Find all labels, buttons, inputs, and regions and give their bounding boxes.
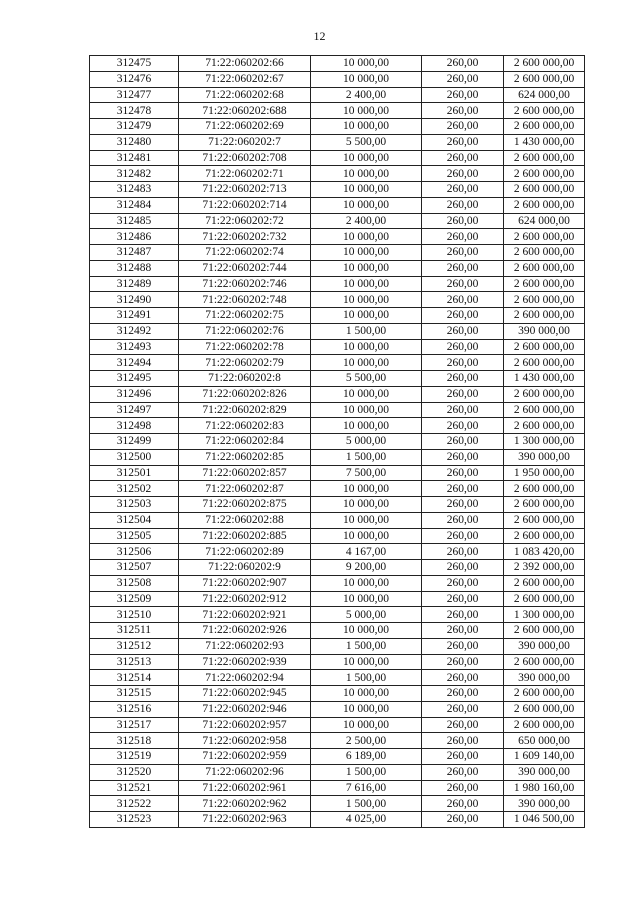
cell-id: 312510 [90, 607, 179, 623]
cell-cadastral-number: 71:22:060202:9 [179, 560, 311, 576]
cell-total: 650 000,00 [504, 733, 585, 749]
table-row [90, 465, 585, 481]
cell-total: 1 046 500,00 [504, 812, 585, 828]
cell-id: 312490 [90, 292, 179, 308]
table-row [90, 717, 585, 733]
cell-area: 10 000,00 [311, 512, 422, 528]
cell-area: 10 000,00 [311, 182, 422, 198]
cell-cadastral-number: 71:22:060202:76 [179, 323, 311, 339]
cell-rate: 260,00 [422, 339, 504, 355]
cell-rate: 260,00 [422, 87, 504, 103]
cell-area: 2 400,00 [311, 213, 422, 229]
cell-total: 2 600 000,00 [504, 276, 585, 292]
cell-total: 390 000,00 [504, 449, 585, 465]
cell-area: 2 400,00 [311, 87, 422, 103]
cell-total: 2 392 000,00 [504, 560, 585, 576]
cell-id: 312476 [90, 71, 179, 87]
cell-id: 312512 [90, 638, 179, 654]
cell-rate: 260,00 [422, 512, 504, 528]
cell-rate: 260,00 [422, 386, 504, 402]
table-row [90, 701, 585, 717]
table-row [90, 654, 585, 670]
cell-id: 312520 [90, 764, 179, 780]
table-row [90, 103, 585, 119]
cell-area: 10 000,00 [311, 497, 422, 513]
cell-id: 312522 [90, 796, 179, 812]
table-row [90, 512, 585, 528]
cell-area: 1 500,00 [311, 323, 422, 339]
cell-rate: 260,00 [422, 654, 504, 670]
table-row [90, 560, 585, 576]
cell-area: 5 000,00 [311, 434, 422, 450]
cell-cadastral-number: 71:22:060202:708 [179, 150, 311, 166]
cell-cadastral-number: 71:22:060202:907 [179, 575, 311, 591]
cell-cadastral-number: 71:22:060202:957 [179, 717, 311, 733]
cell-area: 2 500,00 [311, 733, 422, 749]
cell-total: 2 600 000,00 [504, 166, 585, 182]
data-table [89, 55, 585, 828]
cell-total: 2 600 000,00 [504, 528, 585, 544]
cell-area: 10 000,00 [311, 150, 422, 166]
cell-area: 10 000,00 [311, 103, 422, 119]
cell-area: 10 000,00 [311, 245, 422, 261]
cell-cadastral-number: 71:22:060202:744 [179, 260, 311, 276]
cell-area: 10 000,00 [311, 292, 422, 308]
cell-rate: 260,00 [422, 56, 504, 72]
page-number: 12 [313, 29, 326, 43]
cell-total: 2 600 000,00 [504, 386, 585, 402]
table-row [90, 166, 585, 182]
cell-rate: 260,00 [422, 371, 504, 387]
cell-id: 312509 [90, 591, 179, 607]
table-row [90, 575, 585, 591]
cell-total: 2 600 000,00 [504, 229, 585, 245]
cell-cadastral-number: 71:22:060202:829 [179, 402, 311, 418]
table-row [90, 733, 585, 749]
cell-area: 10 000,00 [311, 481, 422, 497]
cell-cadastral-number: 71:22:060202:713 [179, 182, 311, 198]
cell-rate: 260,00 [422, 638, 504, 654]
cell-area: 5 000,00 [311, 607, 422, 623]
table-row [90, 355, 585, 371]
cell-area: 10 000,00 [311, 119, 422, 135]
cell-rate: 260,00 [422, 733, 504, 749]
cell-id: 312477 [90, 87, 179, 103]
cell-area: 1 500,00 [311, 449, 422, 465]
cell-rate: 260,00 [422, 465, 504, 481]
cell-cadastral-number: 71:22:060202:875 [179, 497, 311, 513]
cell-total: 2 600 000,00 [504, 717, 585, 733]
cell-rate: 260,00 [422, 764, 504, 780]
cell-rate: 260,00 [422, 355, 504, 371]
table-row [90, 182, 585, 198]
cell-id: 312493 [90, 339, 179, 355]
cell-cadastral-number: 71:22:060202:96 [179, 764, 311, 780]
cell-area: 1 500,00 [311, 670, 422, 686]
cell-total: 2 600 000,00 [504, 56, 585, 72]
cell-cadastral-number: 71:22:060202:885 [179, 528, 311, 544]
table-row [90, 449, 585, 465]
cell-rate: 260,00 [422, 276, 504, 292]
table-row [90, 607, 585, 623]
cell-cadastral-number: 71:22:060202:85 [179, 449, 311, 465]
cell-area: 5 500,00 [311, 371, 422, 387]
cell-id: 312513 [90, 654, 179, 670]
cell-id: 312484 [90, 197, 179, 213]
cell-total: 2 600 000,00 [504, 150, 585, 166]
table-row [90, 323, 585, 339]
cell-id: 312521 [90, 780, 179, 796]
cell-id: 312496 [90, 386, 179, 402]
table-row [90, 371, 585, 387]
cell-total: 2 600 000,00 [504, 701, 585, 717]
cell-cadastral-number: 71:22:060202:961 [179, 780, 311, 796]
cell-cadastral-number: 71:22:060202:87 [179, 481, 311, 497]
cell-id: 312515 [90, 686, 179, 702]
cell-total: 390 000,00 [504, 323, 585, 339]
cell-total: 2 600 000,00 [504, 355, 585, 371]
cell-area: 5 500,00 [311, 134, 422, 150]
cell-total: 2 600 000,00 [504, 103, 585, 119]
cell-cadastral-number: 71:22:060202:857 [179, 465, 311, 481]
cell-id: 312492 [90, 323, 179, 339]
cell-cadastral-number: 71:22:060202:748 [179, 292, 311, 308]
cell-area: 10 000,00 [311, 701, 422, 717]
table-row [90, 497, 585, 513]
cell-rate: 260,00 [422, 717, 504, 733]
table-row [90, 339, 585, 355]
cell-rate: 260,00 [422, 701, 504, 717]
cell-id: 312498 [90, 418, 179, 434]
table-row [90, 56, 585, 72]
cell-rate: 260,00 [422, 182, 504, 198]
cell-area: 10 000,00 [311, 56, 422, 72]
table-row [90, 670, 585, 686]
cell-cadastral-number: 71:22:060202:67 [179, 71, 311, 87]
table-row [90, 481, 585, 497]
cell-id: 312519 [90, 749, 179, 765]
table-body [90, 56, 585, 828]
cell-total: 2 600 000,00 [504, 575, 585, 591]
cell-cadastral-number: 71:22:060202:7 [179, 134, 311, 150]
cell-rate: 260,00 [422, 402, 504, 418]
cell-area: 10 000,00 [311, 166, 422, 182]
cell-rate: 260,00 [422, 812, 504, 828]
table-row [90, 150, 585, 166]
cell-area: 4 025,00 [311, 812, 422, 828]
cell-cadastral-number: 71:22:060202:93 [179, 638, 311, 654]
cell-total: 2 600 000,00 [504, 686, 585, 702]
cell-id: 312503 [90, 497, 179, 513]
cell-area: 1 500,00 [311, 764, 422, 780]
cell-rate: 260,00 [422, 197, 504, 213]
table-row [90, 213, 585, 229]
cell-total: 390 000,00 [504, 638, 585, 654]
cell-total: 2 600 000,00 [504, 308, 585, 324]
cell-id: 312501 [90, 465, 179, 481]
cell-cadastral-number: 71:22:060202:945 [179, 686, 311, 702]
cell-id: 312479 [90, 119, 179, 135]
cell-id: 312517 [90, 717, 179, 733]
cell-id: 312518 [90, 733, 179, 749]
cell-total: 390 000,00 [504, 764, 585, 780]
table-row [90, 812, 585, 828]
cell-total: 2 600 000,00 [504, 119, 585, 135]
cell-id: 312499 [90, 434, 179, 450]
cell-id: 312494 [90, 355, 179, 371]
cell-id: 312514 [90, 670, 179, 686]
cell-total: 390 000,00 [504, 796, 585, 812]
cell-id: 312475 [90, 56, 179, 72]
cell-total: 2 600 000,00 [504, 260, 585, 276]
cell-area: 10 000,00 [311, 308, 422, 324]
cell-cadastral-number: 71:22:060202:962 [179, 796, 311, 812]
cell-cadastral-number: 71:22:060202:89 [179, 544, 311, 560]
cell-id: 312478 [90, 103, 179, 119]
cell-rate: 260,00 [422, 71, 504, 87]
cell-total: 1 980 160,00 [504, 780, 585, 796]
cell-rate: 260,00 [422, 607, 504, 623]
cell-cadastral-number: 71:22:060202:79 [179, 355, 311, 371]
cell-total: 2 600 000,00 [504, 339, 585, 355]
cell-rate: 260,00 [422, 591, 504, 607]
cell-rate: 260,00 [422, 418, 504, 434]
cell-rate: 260,00 [422, 780, 504, 796]
cell-rate: 260,00 [422, 150, 504, 166]
cell-rate: 260,00 [422, 245, 504, 261]
cell-rate: 260,00 [422, 686, 504, 702]
table-row [90, 544, 585, 560]
cell-area: 10 000,00 [311, 355, 422, 371]
cell-area: 10 000,00 [311, 717, 422, 733]
cell-cadastral-number: 71:22:060202:959 [179, 749, 311, 765]
table-row [90, 260, 585, 276]
cell-cadastral-number: 71:22:060202:74 [179, 245, 311, 261]
cell-total: 390 000,00 [504, 670, 585, 686]
cell-id: 312482 [90, 166, 179, 182]
cell-cadastral-number: 71:22:060202:75 [179, 308, 311, 324]
cell-cadastral-number: 71:22:060202:946 [179, 701, 311, 717]
cell-total: 2 600 000,00 [504, 418, 585, 434]
table-row [90, 119, 585, 135]
table-row [90, 308, 585, 324]
cell-cadastral-number: 71:22:060202:912 [179, 591, 311, 607]
cell-rate: 260,00 [422, 213, 504, 229]
cell-rate: 260,00 [422, 323, 504, 339]
cell-id: 312488 [90, 260, 179, 276]
cell-area: 10 000,00 [311, 229, 422, 245]
cell-total: 2 600 000,00 [504, 245, 585, 261]
cell-id: 312516 [90, 701, 179, 717]
cell-area: 10 000,00 [311, 418, 422, 434]
cell-cadastral-number: 71:22:060202:921 [179, 607, 311, 623]
table-row [90, 638, 585, 654]
table-row [90, 71, 585, 87]
cell-id: 312500 [90, 449, 179, 465]
cell-rate: 260,00 [422, 434, 504, 450]
table-row [90, 418, 585, 434]
table-row [90, 197, 585, 213]
cell-area: 10 000,00 [311, 260, 422, 276]
cell-total: 1 300 000,00 [504, 607, 585, 623]
cell-total: 2 600 000,00 [504, 197, 585, 213]
table-row [90, 434, 585, 450]
cell-area: 10 000,00 [311, 575, 422, 591]
cell-area: 10 000,00 [311, 654, 422, 670]
cell-total: 1 430 000,00 [504, 371, 585, 387]
cell-total: 2 600 000,00 [504, 623, 585, 639]
cell-id: 312491 [90, 308, 179, 324]
cell-id: 312523 [90, 812, 179, 828]
cell-rate: 260,00 [422, 166, 504, 182]
cell-total: 2 600 000,00 [504, 512, 585, 528]
table-row [90, 386, 585, 402]
cell-total: 2 600 000,00 [504, 71, 585, 87]
cell-cadastral-number: 71:22:060202:746 [179, 276, 311, 292]
cell-id: 312485 [90, 213, 179, 229]
cell-area: 10 000,00 [311, 528, 422, 544]
cell-cadastral-number: 71:22:060202:826 [179, 386, 311, 402]
cell-id: 312487 [90, 245, 179, 261]
table-row [90, 591, 585, 607]
cell-cadastral-number: 71:22:060202:78 [179, 339, 311, 355]
cell-rate: 260,00 [422, 449, 504, 465]
cell-total: 624 000,00 [504, 87, 585, 103]
cell-rate: 260,00 [422, 229, 504, 245]
table-row [90, 796, 585, 812]
cell-cadastral-number: 71:22:060202:714 [179, 197, 311, 213]
cell-id: 312505 [90, 528, 179, 544]
table-row [90, 229, 585, 245]
cell-area: 10 000,00 [311, 197, 422, 213]
table-row [90, 87, 585, 103]
cell-rate: 260,00 [422, 292, 504, 308]
cell-total: 2 600 000,00 [504, 402, 585, 418]
cell-id: 312506 [90, 544, 179, 560]
cell-area: 1 500,00 [311, 638, 422, 654]
cell-total: 1 950 000,00 [504, 465, 585, 481]
cell-total: 1 430 000,00 [504, 134, 585, 150]
cell-id: 312481 [90, 150, 179, 166]
cell-cadastral-number: 71:22:060202:83 [179, 418, 311, 434]
cell-area: 10 000,00 [311, 71, 422, 87]
cell-area: 1 500,00 [311, 796, 422, 812]
cell-rate: 260,00 [422, 528, 504, 544]
cell-cadastral-number: 71:22:060202:939 [179, 654, 311, 670]
cell-id: 312504 [90, 512, 179, 528]
table-row [90, 749, 585, 765]
cell-cadastral-number: 71:22:060202:963 [179, 812, 311, 828]
cell-cadastral-number: 71:22:060202:732 [179, 229, 311, 245]
cell-id: 312486 [90, 229, 179, 245]
cell-total: 1 609 140,00 [504, 749, 585, 765]
table-row [90, 292, 585, 308]
cell-rate: 260,00 [422, 103, 504, 119]
cell-rate: 260,00 [422, 560, 504, 576]
cell-total: 1 300 000,00 [504, 434, 585, 450]
cell-area: 9 200,00 [311, 560, 422, 576]
cell-rate: 260,00 [422, 623, 504, 639]
cell-rate: 260,00 [422, 481, 504, 497]
cell-total: 2 600 000,00 [504, 591, 585, 607]
cell-rate: 260,00 [422, 796, 504, 812]
cell-rate: 260,00 [422, 497, 504, 513]
cell-total: 2 600 000,00 [504, 182, 585, 198]
cell-area: 10 000,00 [311, 386, 422, 402]
cell-id: 312495 [90, 371, 179, 387]
cell-area: 10 000,00 [311, 623, 422, 639]
cell-id: 312502 [90, 481, 179, 497]
cell-cadastral-number: 71:22:060202:84 [179, 434, 311, 450]
cell-total: 2 600 000,00 [504, 654, 585, 670]
cell-area: 4 167,00 [311, 544, 422, 560]
cell-cadastral-number: 71:22:060202:926 [179, 623, 311, 639]
cell-cadastral-number: 71:22:060202:688 [179, 103, 311, 119]
cell-cadastral-number: 71:22:060202:8 [179, 371, 311, 387]
table-row [90, 276, 585, 292]
cell-id: 312507 [90, 560, 179, 576]
cell-total: 2 600 000,00 [504, 497, 585, 513]
table-row [90, 402, 585, 418]
cell-rate: 260,00 [422, 544, 504, 560]
table-row [90, 764, 585, 780]
cell-cadastral-number: 71:22:060202:71 [179, 166, 311, 182]
cell-cadastral-number: 71:22:060202:66 [179, 56, 311, 72]
cell-rate: 260,00 [422, 749, 504, 765]
cell-area: 10 000,00 [311, 686, 422, 702]
cell-id: 312508 [90, 575, 179, 591]
cell-total: 2 600 000,00 [504, 292, 585, 308]
cell-area: 10 000,00 [311, 276, 422, 292]
table-row [90, 780, 585, 796]
cell-rate: 260,00 [422, 575, 504, 591]
cell-area: 10 000,00 [311, 591, 422, 607]
cell-id: 312511 [90, 623, 179, 639]
cell-rate: 260,00 [422, 134, 504, 150]
cell-cadastral-number: 71:22:060202:69 [179, 119, 311, 135]
cell-total: 624 000,00 [504, 213, 585, 229]
cell-id: 312497 [90, 402, 179, 418]
cell-area: 7 616,00 [311, 780, 422, 796]
table-row [90, 686, 585, 702]
cell-area: 7 500,00 [311, 465, 422, 481]
table-row [90, 245, 585, 261]
cell-area: 6 189,00 [311, 749, 422, 765]
cell-rate: 260,00 [422, 670, 504, 686]
cell-rate: 260,00 [422, 119, 504, 135]
cell-area: 10 000,00 [311, 402, 422, 418]
cell-rate: 260,00 [422, 308, 504, 324]
cell-cadastral-number: 71:22:060202:88 [179, 512, 311, 528]
table-row [90, 623, 585, 639]
cell-id: 312480 [90, 134, 179, 150]
cell-cadastral-number: 71:22:060202:958 [179, 733, 311, 749]
cell-cadastral-number: 71:22:060202:68 [179, 87, 311, 103]
cell-id: 312483 [90, 182, 179, 198]
cell-total: 2 600 000,00 [504, 481, 585, 497]
cell-id: 312489 [90, 276, 179, 292]
cell-area: 10 000,00 [311, 339, 422, 355]
cell-cadastral-number: 71:22:060202:94 [179, 670, 311, 686]
table-row [90, 134, 585, 150]
table-row [90, 528, 585, 544]
cell-rate: 260,00 [422, 260, 504, 276]
cell-cadastral-number: 71:22:060202:72 [179, 213, 311, 229]
cell-total: 1 083 420,00 [504, 544, 585, 560]
